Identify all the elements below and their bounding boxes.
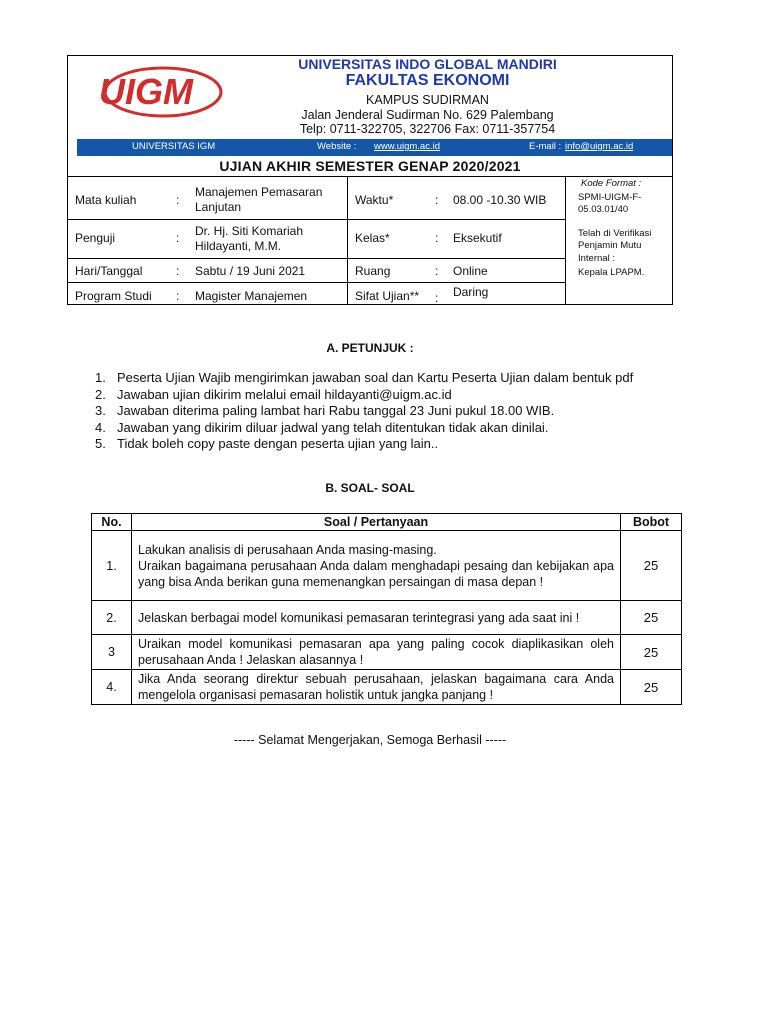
kelas-label: Kelas* [355,231,390,245]
colon: : [435,291,439,305]
contact-bar [77,139,672,156]
question-line: Uraikan bagaimana perusahaan Anda dalam menghadapi pesaing dan kebijakan apa yang bisa Anda berikan guna memenangkan persaingan di masa depan ! [138,558,614,589]
website-label: Website : [317,141,357,152]
exam-title: UJIAN AKHIR SEMESTER GENAP 2020/2021 [219,158,521,174]
colon: : [435,193,439,207]
question-line: Lakukan analisis di perusahaan Anda masing-masing. [138,542,437,557]
penguji-value-line-1: Dr. Hj. Siti Komariah [195,224,304,238]
hari-tanggal-label: Hari/Tanggal [75,264,143,278]
row-weight: 25 [621,670,682,705]
petunjuk-list [95,370,695,453]
verifikasi-line-2: Penjamin Mutu [578,240,642,251]
colon: : [176,193,180,207]
col-question-header: Soal / Pertanyaan [132,514,621,531]
verifikasi-line-1: Telah di Verifikasi [578,228,652,239]
colon: : [435,231,439,245]
campus-name: KAMPUS SUDIRMAN [366,93,489,107]
verifikasi-line-3: Internal : [578,253,615,264]
col-no-header: No. [92,514,132,531]
row-weight: 25 [621,635,682,670]
question-text [132,531,621,601]
sifat-ujian-label: Sifat Ujian** [355,289,420,303]
soal-heading: B. SOAL- SOAL [325,481,415,495]
sifat-ujian-value: Daring [453,285,489,299]
penguji-label: Penguji [75,231,116,245]
question-text: Jika Anda seorang direktur sebuah perusahaan, jelaskan bagaimana cara Anda mengelola organisasi pemasaran holistik untuk jangka panjang ! [132,670,621,705]
kode-format-value-line-1: SPMI-UIGM-F- [578,192,642,203]
colon: : [176,289,180,303]
row-weight: 25 [621,531,682,601]
colon: : [176,264,180,278]
list-item: 1. Peserta Ujian Wajib mengirimkan jawaban soal dan Kartu Peserta Ujian dalam bentuk pdf [95,370,634,385]
email-label: E-mail : [529,141,562,152]
grid-line [565,176,566,305]
petunjuk-heading: A. PETUNJUK : [326,341,414,355]
row-number: 1. [92,531,132,601]
list-item: 3. Jawaban diterima paling lambat hari Rabu tanggal 23 Juni pukul 18.00 WIB. [95,403,555,418]
list-item: 2. Jawaban ujian dikirim melalui email hildayanti@uigm.ac.id [95,386,452,402]
verifikasi-line-4: Kepala LPAPM. [578,267,645,278]
colon: : [176,231,180,245]
row-number: 3 [92,635,132,670]
question-text: Jelaskan berbagai model komunikasi pemasaran terintegrasi yang ada saat ini ! [132,601,621,635]
kode-format-value-line-2: 05.03.01/40 [578,204,629,215]
mata-kuliah-value-line-2: Lanjutan [195,200,242,214]
grid-line [67,219,565,220]
website-link[interactable]: www.uigm.ac.id [374,141,440,152]
waktu-value: 08.00 -10.30 WIB [453,193,547,207]
table-row [92,531,682,601]
closing-message: ----- Selamat Mengerjakan, Semoga Berhasil ----- [233,733,507,747]
uigm-logo-icon [95,62,225,122]
logo-text: UIGM [99,71,193,112]
list-item: 5. Tidak boleh copy paste dengan peserta ujian yang lain.. [95,436,439,451]
kode-format-label: Kode Format : [581,178,642,189]
campus-phone: Telp: 0711-322705, 322706 Fax: 0711-357754 [299,122,556,136]
question-text: Uraikan model komunikasi pemasaran apa yang paling cocok diaplikasikan oleh perusahaan Anda ! Jelaskan alasannya ! [132,635,621,670]
soal-table [91,513,682,705]
col-weight-header: Bobot [621,514,682,531]
email-link[interactable]: info@uigm.ac.id [565,141,634,152]
row-weight: 25 [621,601,682,635]
row-number: 4. [92,670,132,705]
table-row [92,670,682,705]
campus-address: Jalan Jenderal Sudirman No. 629 Palembang [301,108,554,122]
grid-line [347,176,348,305]
hari-tanggal-value: Sabtu / 19 Juni 2021 [195,264,306,278]
grid-line [67,282,565,283]
table-header-row [92,514,682,531]
list-item: 4. Jawaban yang dikirim diluar jadwal yang telah ditentukan tidak akan dinilai. [95,419,549,435]
ruang-value: Online [453,264,488,278]
row-number: 2. [92,601,132,635]
program-studi-label: Program Studi [75,289,152,303]
university-name: UNIVERSITAS INDO GLOBAL MANDIRI [298,56,557,72]
contact-bar-left: UNIVERSITAS IGM [132,141,216,152]
waktu-label: Waktu* [355,193,394,207]
penguji-value-line-2: Hildayanti, M.M. [195,239,282,253]
table-row [92,635,682,670]
colon: : [435,264,439,278]
table-row [92,601,682,635]
ruang-label: Ruang [355,264,391,278]
faculty-name: FAKULTAS EKONOMI [345,72,510,89]
mata-kuliah-label: Mata kuliah [75,193,137,207]
kelas-value: Eksekutif [453,231,502,245]
program-studi-value: Magister Manajemen [195,289,308,303]
grid-line [67,258,565,259]
mata-kuliah-value-line-1: Manajemen Pemasaran [195,185,323,199]
